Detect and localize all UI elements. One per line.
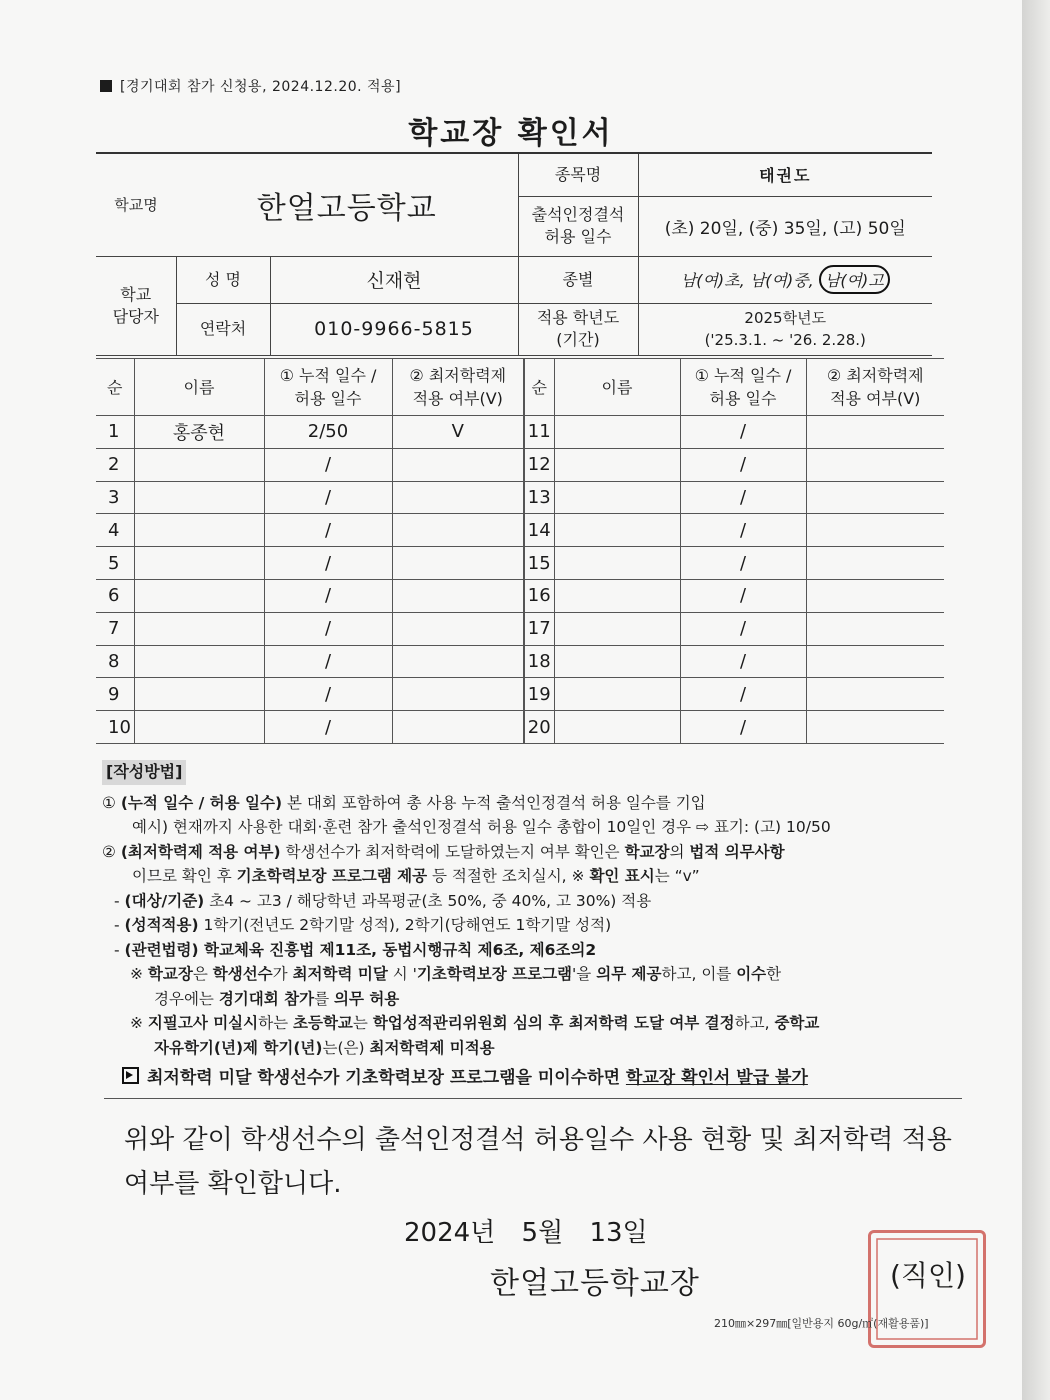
- accumulated-days-left: /: [264, 612, 392, 645]
- method-item-1-example: 예시) 현재까지 사용한 대회·훈련 참가 출석인정결석 허용 일수 총합이 10일인 경우 ⇨ 표기: (고) 10/50: [132, 818, 831, 836]
- student-name-right: [554, 579, 680, 612]
- row-number-left: 1: [96, 416, 134, 449]
- min-achievement-check-right: [806, 448, 944, 481]
- min-achievement-check-left: [392, 678, 524, 711]
- header-note: [경기대회 참가 신청용, 2024.12.20. 적용]: [100, 76, 401, 96]
- sport-value: 태권도: [638, 153, 932, 196]
- row-number-right: 15: [524, 547, 554, 580]
- student-name-right: [554, 612, 680, 645]
- student-name-left: [134, 547, 264, 580]
- student-name-right: [554, 645, 680, 678]
- min-achievement-check-left: [392, 448, 524, 481]
- col-min-right: ② 최저학력제 적용 여부(V): [806, 359, 944, 416]
- accumulated-days-left: /: [264, 448, 392, 481]
- gender-label: 종별: [518, 256, 638, 303]
- student-name-left: [134, 514, 264, 547]
- row-number-right: 12: [524, 448, 554, 481]
- min-achievement-check-right: [806, 481, 944, 514]
- method-title: [작성방법]: [102, 760, 186, 785]
- method-note-2-cont: 자유학기(년)제 학기(년)는(은) 최저학력제 미적용: [154, 1038, 495, 1057]
- min-achievement-check-left: [392, 645, 524, 678]
- phone-label: 연락처: [176, 303, 270, 355]
- accumulated-days-right: /: [680, 481, 806, 514]
- accumulated-days-right: /: [680, 579, 806, 612]
- accumulated-days-left: /: [264, 481, 392, 514]
- row-number-right: 16: [524, 579, 554, 612]
- issue-date: 2024년 5월 13일: [404, 1218, 648, 1248]
- document-title: 학교장 확인서: [408, 116, 614, 151]
- contact-label: 학교 담당자: [96, 256, 176, 355]
- student-name-left: [134, 579, 264, 612]
- background-surface: [1022, 0, 1050, 1400]
- student-roster-table: [96, 358, 944, 744]
- table-row: [96, 416, 944, 449]
- accumulated-days-right: /: [680, 547, 806, 580]
- student-name-left: [134, 612, 264, 645]
- paper-spec-footnote: 210㎜×297㎜[일반용지 60g/㎡(재활용품)]: [714, 1317, 929, 1330]
- year-label: 적용 학년도 (기간): [518, 303, 638, 355]
- student-name-left: 홍종현: [134, 416, 264, 449]
- arrow-box-icon: [122, 1067, 139, 1084]
- phone-value: 010-9966-5815: [270, 303, 518, 355]
- accumulated-days-left: /: [264, 547, 392, 580]
- row-number-right: 17: [524, 612, 554, 645]
- table-row: [96, 547, 944, 580]
- accumulated-days-right: /: [680, 711, 806, 744]
- accumulated-days-right: /: [680, 514, 806, 547]
- min-achievement-check-left: V: [392, 416, 524, 449]
- col-name-left: 이름: [134, 359, 264, 416]
- method-detail-target: - (대상/기준) 초4 ~ 고3 / 해당학년 과목평균(초 50%, 중 40%, 고 30%) 적용: [114, 891, 652, 910]
- student-name-right: [554, 711, 680, 744]
- row-number-right: 13: [524, 481, 554, 514]
- table-row: [96, 514, 944, 547]
- min-achievement-check-left: [392, 579, 524, 612]
- accumulated-days-right: /: [680, 678, 806, 711]
- student-name-right: [554, 448, 680, 481]
- school-label: 학교명: [114, 195, 158, 214]
- accumulated-days-right: /: [680, 612, 806, 645]
- person-name-label: 성 명: [176, 256, 270, 303]
- row-number-left: 3: [96, 481, 134, 514]
- accumulated-days-left: /: [264, 514, 392, 547]
- student-name-right: [554, 678, 680, 711]
- accumulated-days-right: /: [680, 416, 806, 449]
- seal-mark: (직인): [890, 1259, 966, 1292]
- min-achievement-check-right: [806, 612, 944, 645]
- school-info-table: [96, 152, 932, 356]
- accumulated-days-left: /: [264, 645, 392, 678]
- table-row: [96, 678, 944, 711]
- col-min-left: ② 최저학력제 적용 여부(V): [392, 359, 524, 416]
- table-row: [96, 645, 944, 678]
- min-achievement-check-right: [806, 514, 944, 547]
- gender-option-elementary: 남(여)초,: [680, 271, 745, 290]
- confirmation-statement: 위와 같이 학생선수의 출석인정결석 허용일수 사용 현황 및 최저학력 적용 여부를 확인합니다.: [124, 1125, 952, 1199]
- col-days-left: ① 누적 일수 / 허용 일수: [264, 359, 392, 416]
- row-number-right: 19: [524, 678, 554, 711]
- table-row: [96, 612, 944, 645]
- method-item-1: ① (누적 일수 / 허용 일수) 본 대회 포함하여 총 사용 누적 출석인정결석 허용 일수를 기입: [102, 793, 706, 812]
- method-detail-law: - (관련법령) 학교체육 진흥법 제11조, 동법시행규칙 제6조, 제6조의2: [114, 940, 597, 959]
- accumulated-days-left: /: [264, 678, 392, 711]
- row-number-left: 6: [96, 579, 134, 612]
- school-name-cell: [96, 153, 518, 256]
- accumulated-days-left: 2/50: [264, 416, 392, 449]
- min-achievement-check-right: [806, 579, 944, 612]
- min-achievement-check-left: [392, 514, 524, 547]
- student-name-left: [134, 711, 264, 744]
- method-item-2: ② (최저학력제 적용 여부) 학생선수가 최저학력에 도달하였는지 여부 확인은 학교장의 법적 의무사항: [102, 842, 785, 861]
- min-achievement-check-right: [806, 711, 944, 744]
- row-number-left: 7: [96, 612, 134, 645]
- min-achievement-check-left: [392, 612, 524, 645]
- method-note-2: ※ 지필고사 미실시하는 초등학교는 학업성적관리위원회 심의 후 최저학력 도달 여부 결정하고, 중학교: [130, 1014, 820, 1032]
- col-no-right: 순: [524, 359, 554, 416]
- method-detail-grades: - (성적적용) 1학기(전년도 2학기말 성적), 2학기(당해연도 1학기말 성적): [114, 916, 612, 934]
- table-row: [96, 481, 944, 514]
- row-number-left: 8: [96, 645, 134, 678]
- gender-option-high-circled: 남(여)고: [819, 265, 890, 294]
- accumulated-days-right: /: [680, 645, 806, 678]
- student-name-right: [554, 547, 680, 580]
- roster-body: [96, 416, 944, 744]
- row-number-left: 5: [96, 547, 134, 580]
- student-name-right: [554, 514, 680, 547]
- accumulated-days-right: /: [680, 448, 806, 481]
- accumulated-days-left: /: [264, 579, 392, 612]
- student-name-right: [554, 416, 680, 449]
- year-value: 2025학년도 ('25.3.1. ~ '26. 2.28.): [638, 303, 932, 355]
- gender-option-middle: 남(여)중,: [749, 271, 814, 290]
- method-note-1: ※ 학교장은 학생선수가 최저학력 미달 시 '기초학력보장 프로그램'을 의무 제공하고, 이를 이수한: [130, 965, 782, 983]
- row-number-right: 20: [524, 711, 554, 744]
- person-name-value: 신재현: [270, 256, 518, 303]
- row-number-right: 18: [524, 645, 554, 678]
- student-name-left: [134, 481, 264, 514]
- issuance-warning: 최저학력 미달 학생선수가 기초학력보장 프로그램을 미이수하면 학교장 확인서 발급 불가: [102, 1066, 962, 1091]
- method-note-1-cont: 경우에는 경기대회 참가를 의무 허용: [154, 989, 400, 1008]
- min-achievement-check-right: [806, 416, 944, 449]
- divider: [104, 1098, 962, 1099]
- table-row: [96, 448, 944, 481]
- min-achievement-check-right: [806, 645, 944, 678]
- school-name: 한얼고등학교: [256, 190, 437, 226]
- table-row: [96, 711, 944, 744]
- accumulated-days-left: /: [264, 711, 392, 744]
- student-name-left: [134, 645, 264, 678]
- table-row: [96, 579, 944, 612]
- min-achievement-check-left: [392, 481, 524, 514]
- min-achievement-check-left: [392, 711, 524, 744]
- min-achievement-check-left: [392, 547, 524, 580]
- gender-options: [638, 256, 932, 303]
- col-no-left: 순: [96, 359, 134, 416]
- student-name-right: [554, 481, 680, 514]
- row-number-left: 9: [96, 678, 134, 711]
- principal-title: 한얼고등학교장: [490, 1266, 700, 1301]
- col-days-right: ① 누적 일수 / 허용 일수: [680, 359, 806, 416]
- student-name-left: [134, 448, 264, 481]
- square-bullet-icon: [100, 80, 112, 92]
- row-number-right: 14: [524, 514, 554, 547]
- writing-method: [102, 760, 962, 1091]
- roster-header-row: [96, 359, 944, 416]
- row-number-left: 10: [96, 711, 134, 744]
- col-name-right: 이름: [554, 359, 680, 416]
- sport-label: 종목명: [518, 153, 638, 196]
- row-number-left: 4: [96, 514, 134, 547]
- student-name-left: [134, 678, 264, 711]
- min-achievement-check-right: [806, 547, 944, 580]
- absence-days-value: (초) 20일, (중) 35일, (고) 50일: [638, 196, 932, 256]
- row-number-left: 2: [96, 448, 134, 481]
- absence-label: 출석인정결석 허용 일수: [518, 196, 638, 256]
- method-item-2-cont: 이므로 확인 후 기초학력보장 프로그램 제공 등 적절한 조치실시, ※ 확인 표시는 “v”: [132, 867, 700, 885]
- row-number-right: 11: [524, 416, 554, 449]
- min-achievement-check-right: [806, 678, 944, 711]
